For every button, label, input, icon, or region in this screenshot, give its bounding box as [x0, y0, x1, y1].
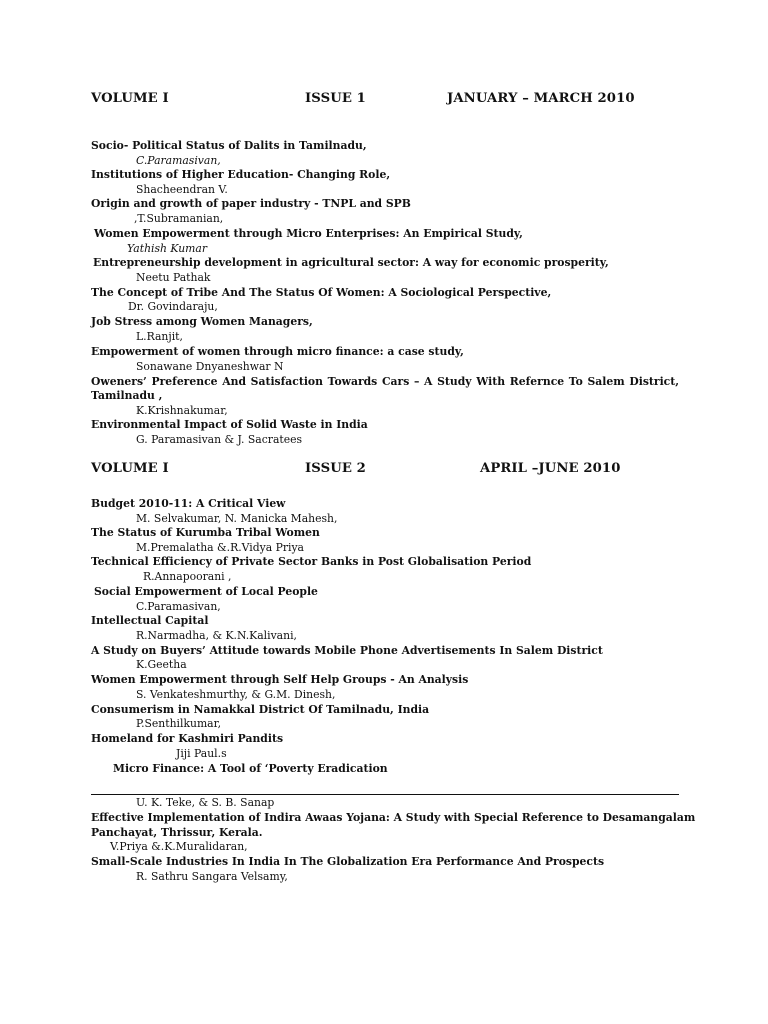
issue2-period: APRIL –JUNE 2010	[480, 461, 621, 476]
article-title: Environmental Impact of Solid Waste in India	[91, 418, 368, 431]
article-author: C.Paramasivan,	[136, 600, 221, 613]
article-author: R. Sathru Sangara Velsamy,	[136, 870, 288, 883]
article-title: Job Stress among Women Managers,	[91, 315, 313, 328]
issue1-number: ISSUE 1	[305, 91, 366, 106]
issue1-period: JANUARY – MARCH 2010	[447, 91, 635, 106]
article-author: M.Premalatha &.R.Vidya Priya	[136, 541, 304, 554]
article-author: P.Senthilkumar,	[136, 717, 222, 730]
article-title: Entrepreneurship development in agricultural sector: A way for economic prosperity,	[93, 256, 609, 269]
article-author: Neetu Pathak	[136, 271, 211, 284]
article-author: K.Krishnakumar,	[136, 404, 228, 417]
article-author: C.Paramasivan,	[136, 154, 221, 167]
article-title: Socio- Political Status of Dalits in Tamilnadu,	[91, 139, 367, 152]
article-title: Micro Finance: A Tool of ‘Poverty Eradication	[113, 762, 388, 775]
article-title: Women Empowerment through Micro Enterprises: An Empirical Study,	[94, 227, 523, 240]
article-title: Small-Scale Industries In India In The Globalization Era Performance And Prospects	[91, 855, 605, 868]
article-title: The Concept of Tribe And The Status Of Women: A Sociological Perspective,	[91, 286, 552, 299]
article-title-continued: Panchayat, Thrissur, Kerala.	[91, 826, 263, 839]
article-title: Technical Efficiency of Private Sector Banks in Post Globalisation Period	[91, 555, 532, 568]
article-title: Oweners’ Preference And Satisfaction Towards Cars – A Study With Refernce To Salem District,	[91, 375, 679, 388]
article-author: K.Geetha	[136, 658, 187, 671]
article-title: Women Empowerment through Self Help Groups - An Analysis	[91, 673, 469, 686]
article-title-continued: Tamilnadu ,	[91, 389, 163, 402]
article-title: Intellectual Capital	[91, 614, 209, 627]
article-author: Shacheendran V.	[136, 183, 228, 196]
article-title: Empowerment of women through micro finance: a case study,	[91, 345, 464, 358]
article-author: G. Paramasivan & J. Sacratees	[136, 433, 303, 446]
issue2-number: ISSUE 2	[305, 461, 366, 476]
article-title: The Status of Kurumba Tribal Women	[91, 526, 320, 539]
issue1-volume: VOLUME I	[91, 91, 169, 106]
article-author: U. K. Teke, & S. B. Sanap	[136, 796, 275, 809]
article-author: L.Ranjit,	[136, 330, 183, 343]
article-author: Dr. Govindaraju,	[128, 300, 218, 313]
article-title: Homeland for Kashmiri Pandits	[91, 732, 284, 745]
article-author: Sonawane Dnyaneshwar N	[136, 360, 284, 373]
article-title: Institutions of Higher Education- Changing Role,	[91, 168, 391, 181]
article-title: Consumerism in Namakkal District Of Tamilnadu, India	[91, 703, 430, 716]
article-author: M. Selvakumar, N. Manicka Mahesh,	[136, 512, 338, 525]
article-author: S. Venkateshmurthy, & G.M. Dinesh,	[136, 688, 336, 701]
article-author: R.Narmadha, & K.N.Kalivani,	[136, 629, 297, 642]
article-title: Origin and growth of paper industry - TNPL and SPB	[91, 197, 411, 210]
issue2-volume: VOLUME I	[91, 461, 169, 476]
article-title: A Study on Buyers’ Attitude towards Mobile Phone Advertisements In Salem District	[91, 644, 603, 657]
article-author: Yathish Kumar	[127, 242, 208, 255]
article-author: Jiji Paul.s	[176, 747, 227, 760]
horizontal-rule	[91, 794, 679, 795]
article-author: ,T.Subramanian,	[134, 212, 224, 225]
article-title: Effective Implementation of Indira Awaas Yojana: A Study with Special Reference to Desamangalam	[91, 811, 696, 824]
article-title: Social Empowerment of Local People	[94, 585, 318, 598]
article-author: R.Annapoorani ,	[143, 570, 232, 583]
article-author: V.Priya &.K.Muralidaran,	[110, 840, 248, 853]
article-title: Budget 2010-11: A Critical View	[91, 497, 286, 510]
